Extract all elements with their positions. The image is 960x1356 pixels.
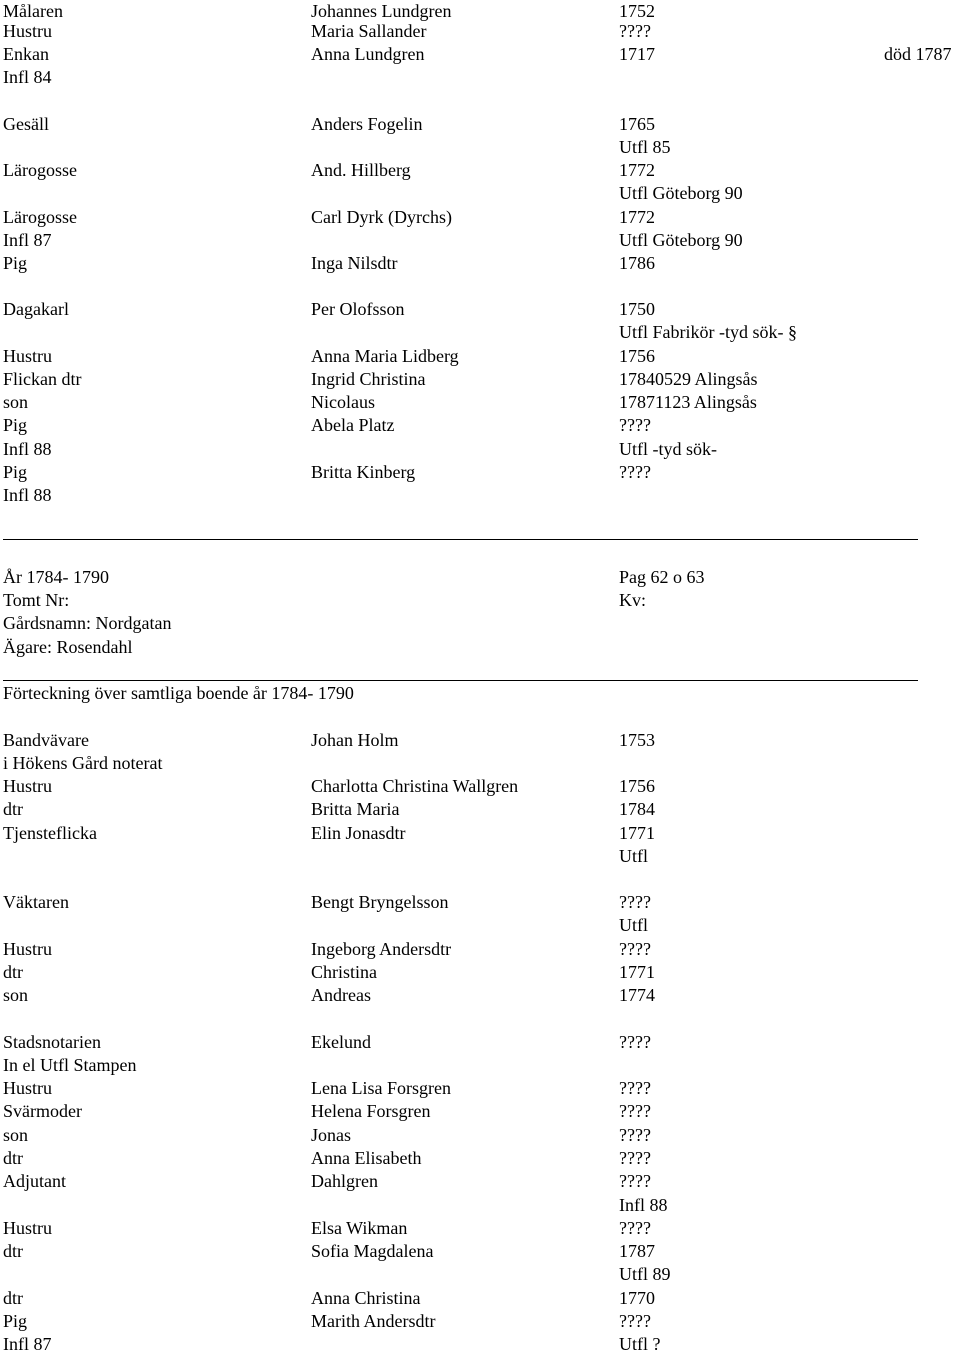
role-cell: Gårdsnamn: Nordgatan	[3, 613, 172, 633]
role-cell: Flickan dtr	[3, 369, 82, 389]
register-row	[0, 1333, 960, 1356]
year-note-cell: ????	[619, 1101, 651, 1121]
register-row	[0, 961, 960, 984]
year-note-cell: Utfl Göteborg 90	[619, 183, 743, 203]
year-note-cell: 1771	[619, 823, 655, 843]
year-note-cell: Utfl 89	[619, 1264, 671, 1284]
year-note-cell: 1772	[619, 160, 655, 180]
role-cell: Lärogosse	[3, 207, 77, 227]
register-row	[0, 1217, 960, 1240]
role-cell: Svärmoder	[3, 1101, 82, 1121]
name-cell: Maria Sallander	[311, 21, 427, 41]
year-note-cell: 1770	[619, 1288, 655, 1308]
name-cell: Abela Platz	[311, 415, 395, 435]
name-cell: Britta Maria	[311, 799, 400, 819]
name-cell: Anna Maria Lidberg	[311, 346, 459, 366]
role-cell: dtr	[3, 1241, 23, 1261]
year-note-cell: ????	[619, 415, 651, 435]
year-note-cell: 17840529 Alingsås	[619, 369, 758, 389]
register-row	[0, 438, 960, 461]
name-cell: Johannes Lundgren	[311, 1, 452, 21]
register-row	[0, 206, 960, 229]
register-row	[0, 461, 960, 484]
register-row	[0, 1194, 960, 1217]
register-row	[0, 321, 960, 344]
register-row	[0, 1170, 960, 1193]
role-cell: Förteckning över samtliga boende år 1784- 1790	[3, 683, 354, 703]
year-note-cell: Utfl -tyd sök-	[619, 439, 717, 459]
role-cell: Enkan	[3, 44, 49, 64]
role-cell: Lärogosse	[3, 160, 77, 180]
year-note-cell: 1772	[619, 207, 655, 227]
register-row	[0, 159, 960, 182]
role-cell: Pig	[3, 253, 28, 273]
name-cell: Andreas	[311, 985, 371, 1005]
role-cell: Hustru	[3, 1078, 52, 1098]
role-cell: Infl 87	[3, 1334, 52, 1354]
year-note-cell: Utfl	[619, 915, 648, 935]
name-cell: Carl Dyrk (Dyrchs)	[311, 207, 452, 227]
name-cell: Charlotta Christina Wallgren	[311, 776, 519, 796]
name-cell: Per Olofsson	[311, 299, 405, 319]
role-cell: Infl 88	[3, 485, 52, 505]
year-note-cell: Infl 88	[619, 1195, 668, 1215]
register-row	[0, 612, 960, 635]
name-cell: Britta Kinberg	[311, 462, 416, 482]
register-row	[0, 391, 960, 414]
year-note-cell: ????	[619, 1218, 651, 1238]
register-row	[0, 891, 960, 914]
name-cell: Dahlgren	[311, 1171, 378, 1191]
register-row	[0, 298, 960, 321]
role-cell: dtr	[3, 1148, 23, 1168]
register-row	[0, 636, 960, 659]
year-note-cell: 1774	[619, 985, 655, 1005]
name-cell: Ingeborg Andersdtr	[311, 939, 452, 959]
year-note-cell: ????	[619, 1148, 651, 1168]
register-row	[0, 368, 960, 391]
register-row	[0, 938, 960, 961]
register-row	[0, 775, 960, 798]
year-note-cell: Utfl	[619, 846, 648, 866]
year-note-cell: 1750	[619, 299, 655, 319]
register-row	[0, 229, 960, 252]
name-cell: Johan Holm	[311, 730, 399, 750]
remark-cell: död 1787	[884, 44, 952, 64]
register-row	[0, 1310, 960, 1333]
register-row	[0, 182, 960, 205]
year-note-cell: Utfl Göteborg 90	[619, 230, 743, 250]
year-note-cell: Pag 62 o 63	[619, 567, 705, 587]
year-note-cell: Utfl 85	[619, 137, 671, 157]
name-cell: Ekelund	[311, 1032, 371, 1052]
role-cell: Adjutant	[3, 1171, 66, 1191]
year-note-cell: 1717	[619, 44, 655, 64]
year-note-cell: 1756	[619, 346, 655, 366]
register-row	[0, 914, 960, 937]
role-cell: Infl 87	[3, 230, 52, 250]
year-note-cell: 1771	[619, 962, 655, 982]
register-row	[0, 1054, 960, 1077]
name-cell: Helena Forsgren	[311, 1101, 431, 1121]
section-divider	[3, 539, 918, 540]
register-row	[0, 345, 960, 368]
name-cell: Marith Andersdtr	[311, 1311, 436, 1331]
role-cell: In el Utfl Stampen	[3, 1055, 137, 1075]
register-row	[0, 1147, 960, 1170]
year-note-cell: ????	[619, 462, 651, 482]
role-cell: son	[3, 392, 29, 412]
register-row	[0, 1124, 960, 1147]
role-cell: Ägare: Rosendahl	[3, 637, 133, 657]
register-row	[0, 566, 960, 589]
year-note-cell: 1787	[619, 1241, 655, 1261]
year-note-cell: 1784	[619, 799, 655, 819]
role-cell: Hustru	[3, 939, 52, 959]
name-cell: Anna Elisabeth	[311, 1148, 422, 1168]
name-cell: Bengt Bryngelsson	[311, 892, 449, 912]
role-cell: Stadsnotarien	[3, 1032, 101, 1052]
role-cell: Väktaren	[3, 892, 69, 912]
year-note-cell: ????	[619, 21, 651, 41]
register-row	[0, 798, 960, 821]
role-cell: Hustru	[3, 346, 52, 366]
register-row	[0, 66, 960, 89]
year-note-cell: Utfl ?	[619, 1334, 661, 1354]
role-cell: Hustru	[3, 776, 52, 796]
name-cell: Anna Lundgren	[311, 44, 425, 64]
name-cell: And. Hillberg	[311, 160, 411, 180]
register-row	[0, 136, 960, 159]
name-cell: Anders Fogelin	[311, 114, 423, 134]
role-cell: Dagakarl	[3, 299, 69, 319]
register-row	[0, 43, 960, 66]
register-row	[0, 752, 960, 775]
name-cell: Elsa Wikman	[311, 1218, 408, 1238]
year-note-cell: 17871123 Alingsås	[619, 392, 757, 412]
name-cell: Anna Christina	[311, 1288, 421, 1308]
role-cell: Pig	[3, 462, 28, 482]
year-note-cell: ????	[619, 1125, 651, 1145]
register-row	[0, 1240, 960, 1263]
year-note-cell: 1752	[619, 1, 655, 21]
role-cell: dtr	[3, 962, 23, 982]
role-cell: dtr	[3, 799, 23, 819]
year-note-cell: ????	[619, 1078, 651, 1098]
name-cell: Nicolaus	[311, 392, 375, 412]
register-row	[0, 252, 960, 275]
name-cell: Ingrid Christina	[311, 369, 426, 389]
role-cell: Tomt Nr:	[3, 590, 70, 610]
year-note-cell: Kv:	[619, 590, 646, 610]
year-note-cell: ????	[619, 1171, 651, 1191]
register-row	[0, 984, 960, 1007]
role-cell: Hustru	[3, 21, 52, 41]
register-row	[0, 845, 960, 868]
register-row	[0, 589, 960, 612]
year-note-cell: ????	[619, 1032, 651, 1052]
year-note-cell: ????	[619, 892, 651, 912]
year-note-cell: 1786	[619, 253, 655, 273]
register-row	[0, 729, 960, 752]
name-cell: Sofia Magdalena	[311, 1241, 434, 1261]
register-row	[0, 414, 960, 437]
year-note-cell: 1753	[619, 730, 655, 750]
role-cell: Bandvävare	[3, 730, 89, 750]
year-note-cell: 1765	[619, 114, 655, 134]
role-cell: Gesäll	[3, 114, 49, 134]
name-cell: Inga Nilsdtr	[311, 253, 398, 273]
role-cell: År 1784- 1790	[3, 567, 109, 587]
role-cell: son	[3, 1125, 29, 1145]
register-row	[0, 822, 960, 845]
name-cell: Lena Lisa Forsgren	[311, 1078, 451, 1098]
year-note-cell: ????	[619, 939, 651, 959]
name-cell: Jonas	[311, 1125, 351, 1145]
role-cell: Hustru	[3, 1218, 52, 1238]
year-note-cell: 1756	[619, 776, 655, 796]
year-note-cell: ????	[619, 1311, 651, 1331]
role-cell: dtr	[3, 1288, 23, 1308]
role-cell: Infl 88	[3, 439, 52, 459]
register-row	[0, 1287, 960, 1310]
register-row	[0, 20, 960, 43]
role-cell: Tjensteflicka	[3, 823, 97, 843]
register-row	[0, 113, 960, 136]
register-row	[0, 1077, 960, 1100]
register-row	[0, 1100, 960, 1123]
register-row	[0, 1031, 960, 1054]
role-cell: Pig	[3, 415, 28, 435]
role-cell: Pig	[3, 1311, 28, 1331]
name-cell: Elin Jonasdtr	[311, 823, 406, 843]
role-cell: i Hökens Gård noterat	[3, 753, 163, 773]
section-divider	[3, 680, 918, 681]
name-cell: Christina	[311, 962, 377, 982]
role-cell: son	[3, 985, 29, 1005]
year-note-cell: Utfl Fabrikör -tyd sök- §	[619, 322, 797, 342]
register-row	[0, 484, 960, 507]
register-row	[0, 1263, 960, 1286]
role-cell: Infl 84	[3, 67, 52, 87]
register-row	[0, 682, 960, 705]
role-cell: Målaren	[3, 1, 63, 21]
